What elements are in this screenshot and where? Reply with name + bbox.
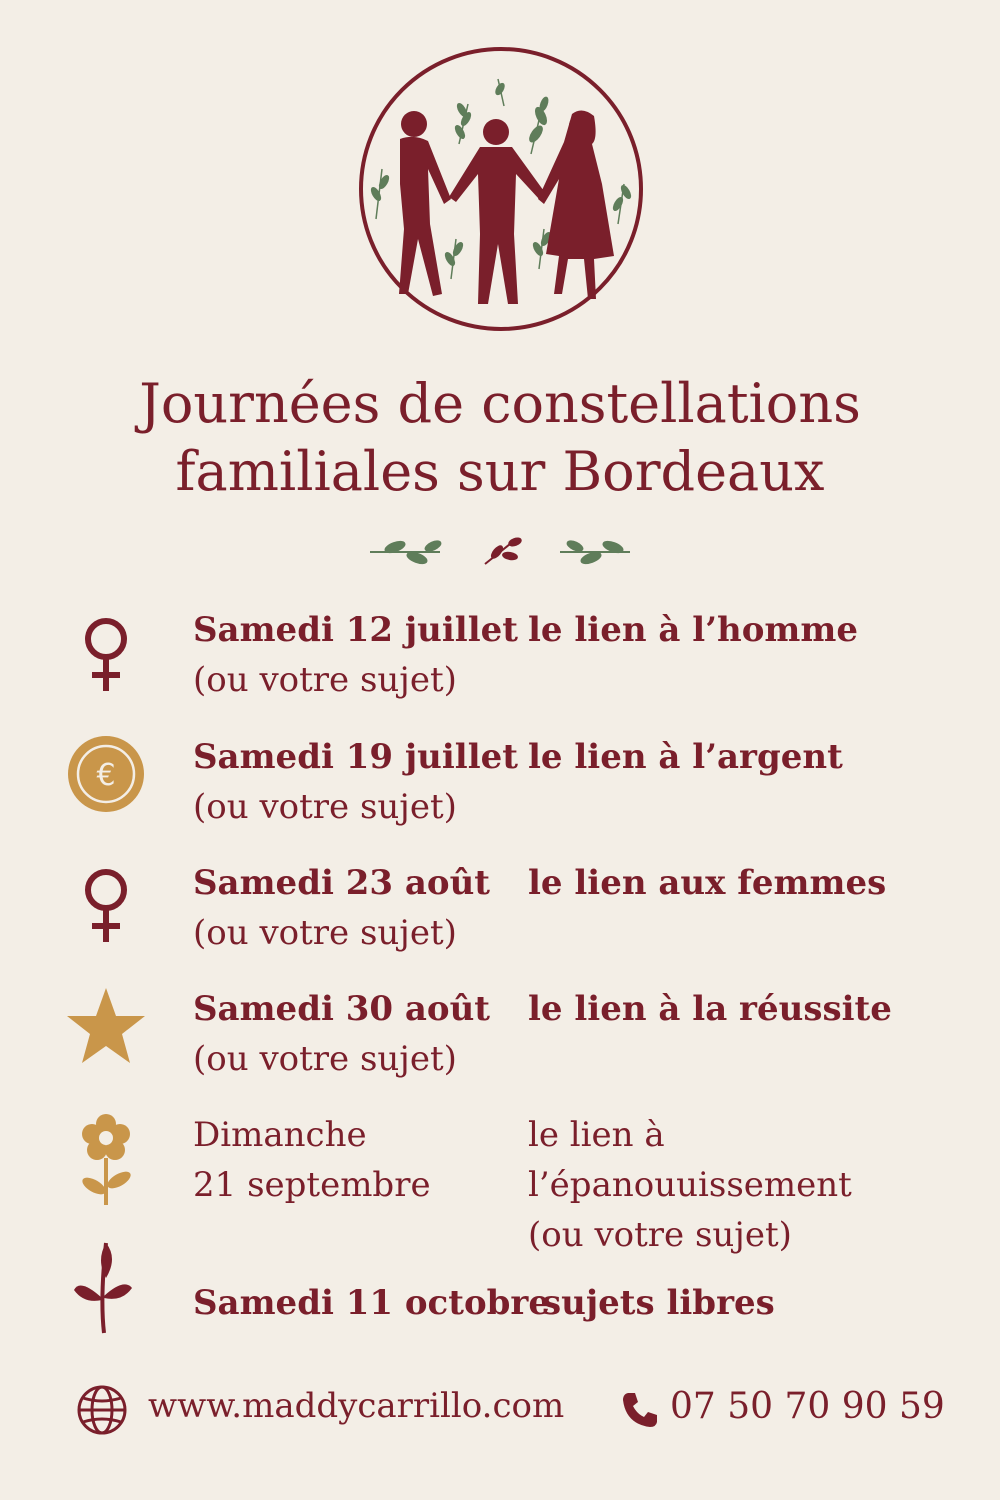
event-date-note: (ou votre sujet) <box>193 787 457 827</box>
sprout-icon <box>66 1238 146 1338</box>
event-topic-label: le lien aux femmes <box>528 863 887 903</box>
event-topic <box>528 984 892 1034</box>
event-date <box>193 858 490 958</box>
euro-coin-icon <box>66 734 146 814</box>
flower-icon <box>66 1110 146 1210</box>
star-icon <box>66 986 146 1066</box>
page-title <box>0 370 1000 506</box>
event-topic-note: (ou votre sujet) <box>528 1215 792 1255</box>
leaf-divider <box>365 532 635 572</box>
event-topic <box>528 605 858 655</box>
event-date-line-1: Dimanche <box>193 1115 367 1155</box>
event-date-main: Samedi 19 juillet <box>193 737 518 777</box>
website-link[interactable]: www.maddycarrillo.com <box>148 1386 565 1426</box>
event-date-note: (ou votre sujet) <box>193 660 457 700</box>
event-date-main: Samedi 30 août <box>193 989 491 1029</box>
event-date-main: Samedi 12 juillet <box>193 610 518 650</box>
event-topic-label: sujets libres <box>542 1283 775 1323</box>
event-date <box>193 984 490 1084</box>
phone-icon <box>620 1390 660 1430</box>
venus-symbol-icon <box>66 611 146 691</box>
event-topic <box>528 1110 852 1260</box>
title-line-2: familiales sur Bordeaux <box>175 440 825 503</box>
event-date-note: (ou votre sujet) <box>193 913 457 953</box>
svg-text:€: € <box>96 758 116 793</box>
event-topic-label: le lien à l’argent <box>528 737 843 777</box>
globe-icon <box>76 1384 128 1436</box>
event-date-main: Samedi 11 octobre <box>193 1283 550 1323</box>
event-date <box>193 605 518 705</box>
venus-symbol-icon <box>66 862 146 942</box>
contact-footer <box>0 1380 1000 1440</box>
title-line-1: Journées de constellations <box>139 372 861 435</box>
event-date <box>193 1278 550 1328</box>
event-topic <box>528 858 886 908</box>
event-topic-label: le lien à la réussite <box>528 989 892 1029</box>
event-date <box>193 732 518 832</box>
event-date <box>193 1110 431 1210</box>
event-date-note: (ou votre sujet) <box>193 1039 457 1079</box>
event-topic-line-1: le lien à <box>528 1115 665 1155</box>
phone-number-link[interactable]: 07 50 70 90 59 <box>670 1386 945 1427</box>
event-date-main: Samedi 23 août <box>193 863 491 903</box>
event-topic-label: le lien à l’homme <box>528 610 859 650</box>
event-date-line-2: 21 septembre <box>193 1165 431 1205</box>
family-circle-logo <box>356 44 646 334</box>
event-topic <box>542 1278 775 1328</box>
event-topic <box>528 732 843 782</box>
event-topic-line-2: l’épanouuissement <box>528 1165 852 1205</box>
